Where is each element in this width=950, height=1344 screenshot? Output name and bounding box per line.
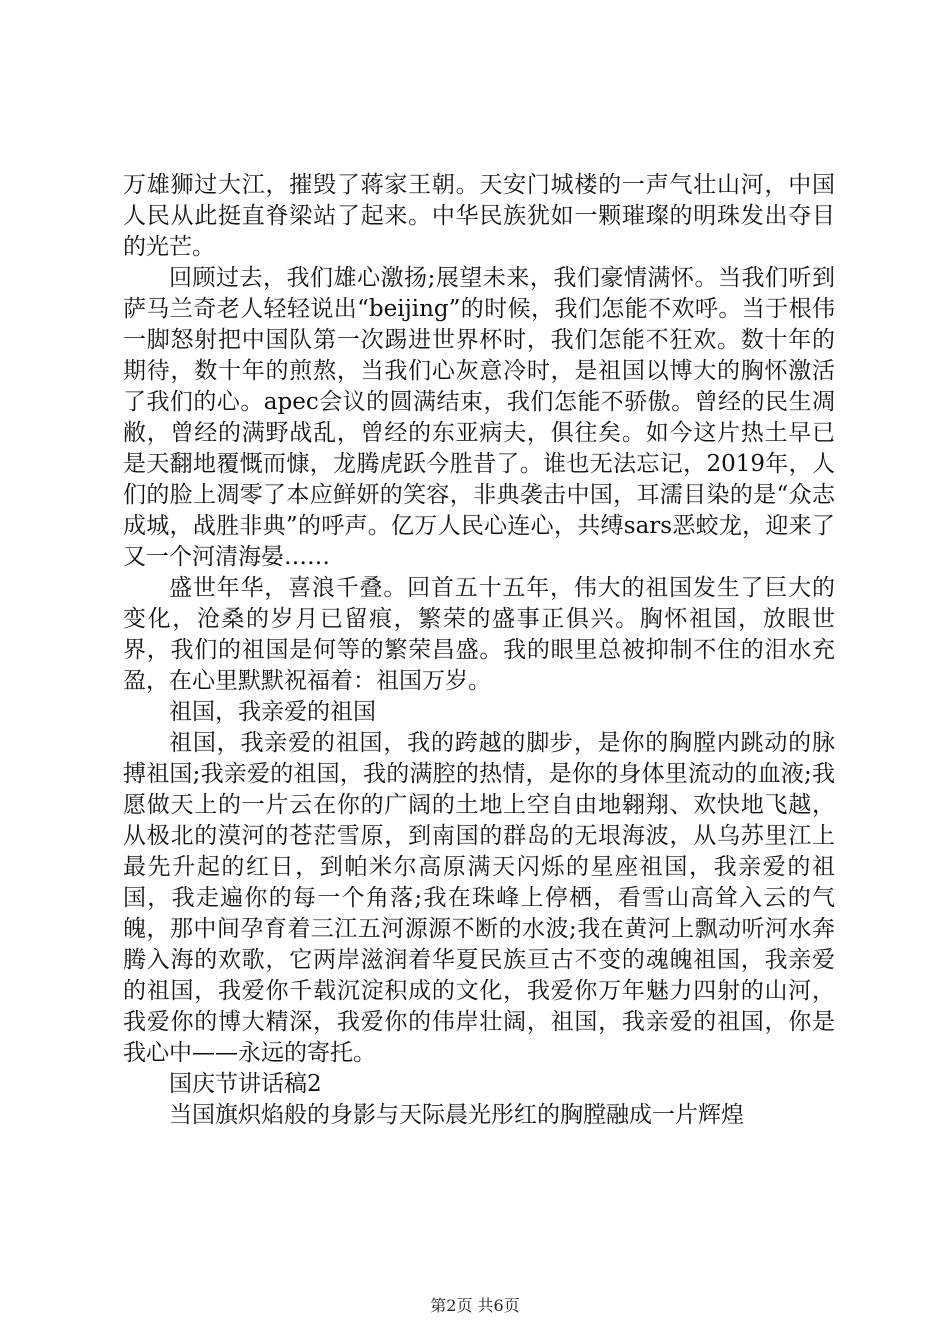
page-number-footer: 第2页 共6页 (430, 1296, 520, 1315)
paragraph-3: 盛世年华，喜浪千叠。回首五十五年，伟大的祖国发生了巨大的变化，沧桑的岁月已留痕，繁荣的盛事正俱兴。胸怀祖国，放眼世界，我们的祖国是何等的繁荣昌盛。我的眼里总被抑制不住的泪水充盈，在心里默默祝福着：祖国万岁。 (123, 575, 835, 694)
section-heading-motherland: 祖国，我亲爱的祖国 (169, 699, 376, 725)
paragraph-4: 祖国，我亲爱的祖国，我的跨越的脚步，是你的胸膛内跳动的脉搏祖国;我亲爱的祖国，我的满腔的热情，是你的身体里流动的血液;我愿做天上的一片云在你的广阔的土地上空自由地翱翔、欢快地飞越，从极北的漠河的苍茫雪原，到南国的群岛的无垠海波，从乌苏里江上最先升起的红日，到帕米尔高原满天闪烁的星座祖国，我亲爱的祖国，我走遍你的每一个角落;我在珠峰上停栖，看雪山高耸入云的气魄，那中间孕育着三江五河源源不断的水波;我在黄河上飘动听河水奔腾入海的欢歌，它两岸滋润着华夏民族亘古不变的魂魄祖国，我亲爱的祖国，我爱你千载沉淀积成的文化，我爱你万年魅力四射的山河，我爱你的博大精深，我爱你的伟岸壮阔，祖国，我亲爱的祖国，你是我心中——永远的寄托。 (123, 730, 835, 1066)
section-heading-speech-2: 国庆节讲话稿2 (169, 1071, 322, 1097)
document-body (123, 170, 835, 1131)
paragraph-1: 万雄狮过大江，摧毁了蒋家王朝。天安门城楼的一声气壮山河，中国人民从此挺直脊梁站了起来。中华民族犹如一颗璀璨的明珠发出夺目的光芒。 (123, 172, 835, 260)
paragraph-5: 当国旗炽焰般的身影与天际晨光彤红的胸膛融成一片辉煌 (169, 1102, 744, 1128)
paragraph-2: 回顾过去，我们雄心激扬;展望未来，我们豪情满怀。当我们听到萨马兰奇老人轻轻说出“beijing”的时候，我们怎能不欢呼。当于根伟一脚怒射把中国队第一次踢进世界杯时，我们怎能不狂欢。数十年的期待，数十年的煎熬，当我们心灰意冷时，是祖国以博大的胸怀激活了我们的心。apec会议的圆满结束，我们怎能不骄傲。曾经的民生凋敝，曾经的满野战乱，曾经的东亚病夫，俱往矣。如今这片热土早已是天翻地覆慨而慷，龙腾虎跃今胜昔了。谁也无法忘记，2019年，人们的脸上凋零了本应鲜妍的笑容，非典袭击中国，耳濡目染的是“众志成城，战胜非典”的呼声。亿万人民心连心，共缚sars恶蛟龙，迎来了又一个河清海晏…… (123, 265, 835, 570)
